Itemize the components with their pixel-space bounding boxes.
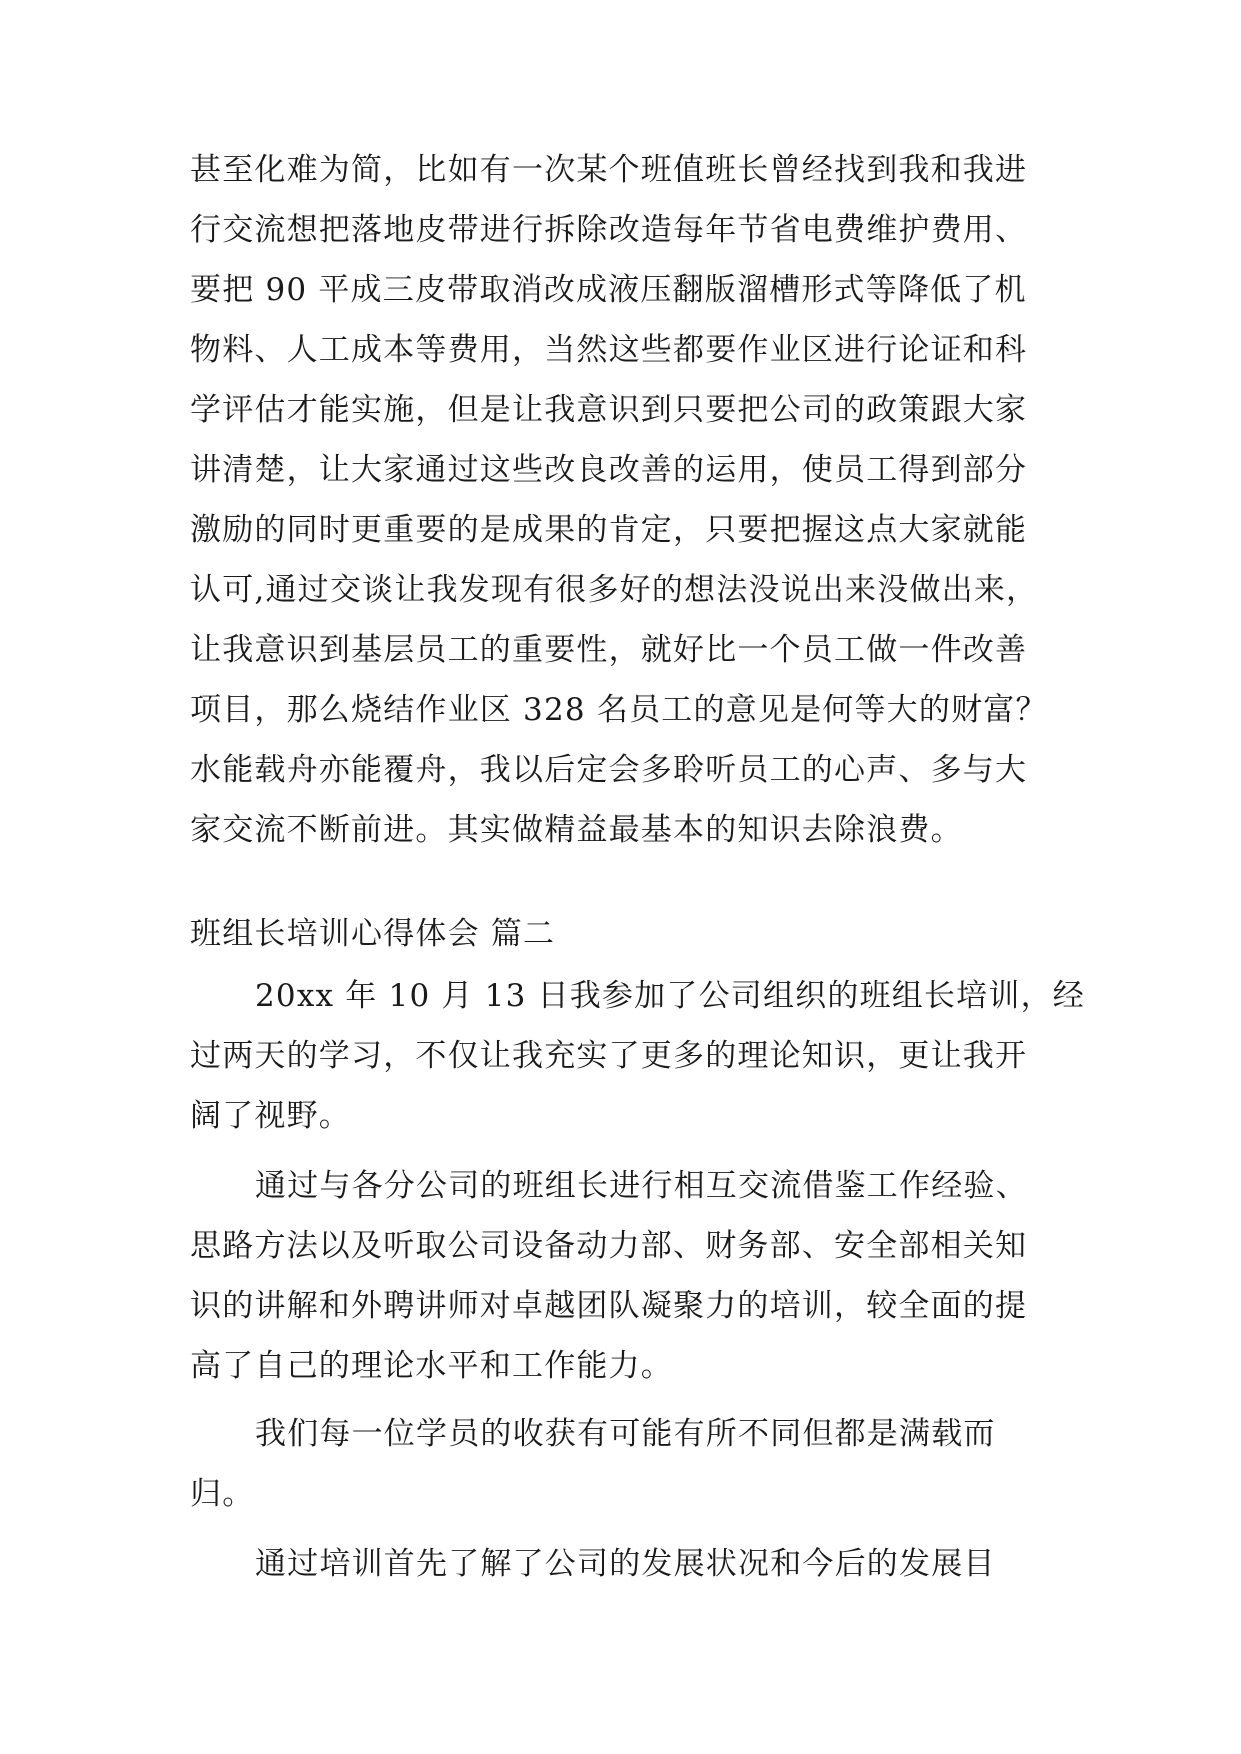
text-line: 物料、人工成本等费用，当然这些都要作业区进行论证和科 [190, 332, 1028, 368]
text-line: 甚至化难为简，比如有一次某个班值班长曾经找到我和我进 [190, 152, 1028, 188]
paragraph-line: 通过与各分公司的班组长进行相互交流借鉴工作经验、 [255, 1168, 1028, 1204]
paragraph-line: 归。 [190, 1476, 255, 1512]
paragraph-line: 20xx 年 10 月 13 日我参加了公司组织的班组长培训，经 [255, 978, 1085, 1014]
paragraph-line: 高了自己的理论水平和工作能力。 [190, 1348, 673, 1384]
text-line: 项目，那么烧结作业区 328 名员工的意见是何等大的财富？ [190, 692, 1048, 728]
text-line: 讲清楚，让大家通过这些改良改善的运用，使员工得到部分 [190, 452, 1028, 488]
text-line: 家交流不断前进。其实做精益最基本的知识去除浪费。 [190, 812, 963, 848]
text-line: 学评估才能实施，但是让我意识到只要把公司的政策跟大家 [190, 392, 1028, 428]
paragraph-line: 识的讲解和外聘讲师对卓越团队凝聚力的培训，较全面的提 [190, 1288, 1028, 1324]
text-line: 让我意识到基层员工的重要性，就好比一个员工做一件改善 [190, 632, 1028, 668]
paragraph-line: 思路方法以及听取公司设备动力部、财务部、安全部相关知 [190, 1228, 1028, 1264]
text-line: 认可,通过交谈让我发现有很多好的想法没说出来没做出来， [190, 572, 1039, 608]
paragraph-line: 阔了视野。 [190, 1098, 351, 1134]
text-line: 行交流想把落地皮带进行拆除改造每年节省电费维护费用、 [190, 212, 1028, 248]
section-title: 班组长培训心得体会 篇二 [190, 916, 556, 952]
paragraph-line: 通过培训首先了解了公司的发展状况和今后的发展目 [255, 1546, 996, 1582]
text-line: 水能载舟亦能覆舟，我以后定会多聆听员工的心声、多与大 [190, 752, 1028, 788]
paragraph-line: 我们每一位学员的收获有可能有所不同但都是满载而 [255, 1416, 996, 1452]
text-line: 激励的同时更重要的是成果的肯定，只要把握这点大家就能 [190, 512, 1028, 548]
text-line: 要把 90 平成三皮带取消改成液压翻版溜槽形式等降低了机 [190, 272, 1027, 308]
paragraph-line: 过两天的学习，不仅让我充实了更多的理论知识，更让我开 [190, 1038, 1028, 1074]
